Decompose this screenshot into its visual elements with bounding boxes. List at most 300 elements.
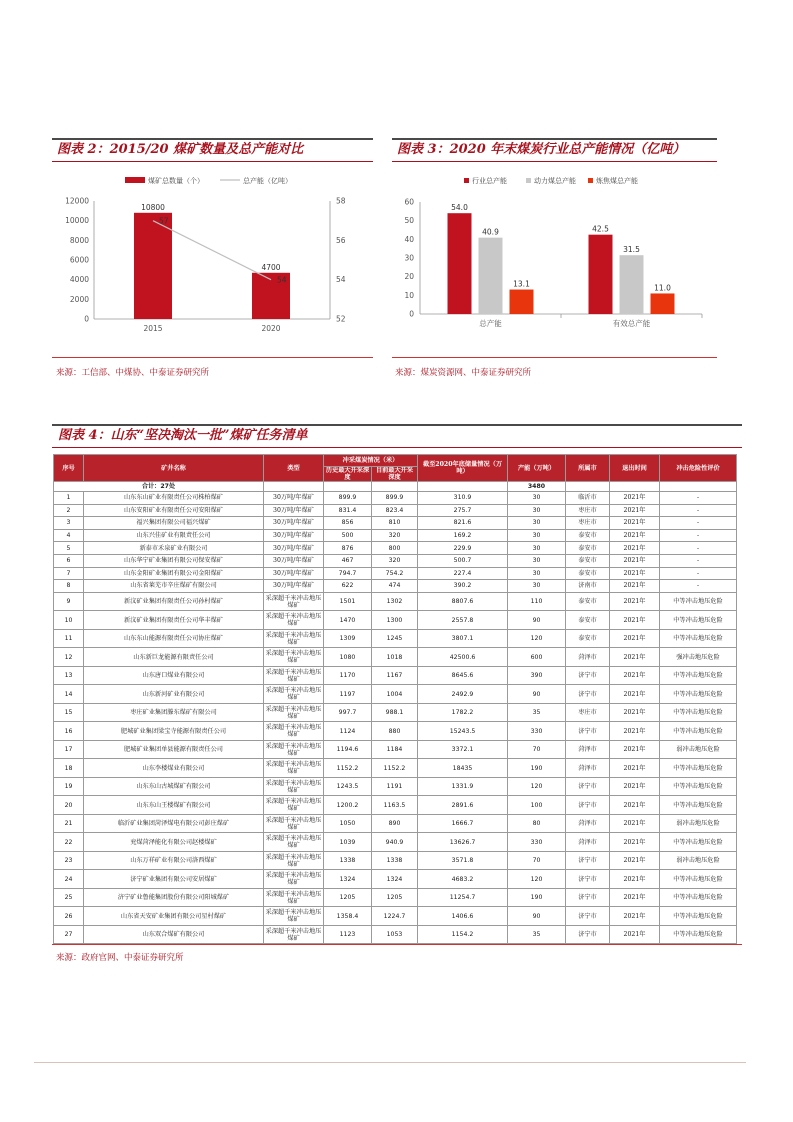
cell-depth-max: 1039 [324, 833, 372, 852]
cell-reserve: 275.7 [418, 504, 508, 517]
cell-name: 福兴集团有限公司福兴煤矿 [84, 517, 264, 530]
cell-name: 肥城矿业集团梁宝寺能源有限责任公司 [84, 722, 264, 741]
cell-depth-cur: 823.4 [372, 504, 418, 517]
cell-type: 采深超千米冲击地压煤矿 [264, 851, 324, 870]
fig3-bar [448, 213, 472, 314]
cell-city: 泰安市 [566, 554, 610, 567]
cell-name: 山东唐口煤业有限公司 [84, 666, 264, 685]
fig3-bar [620, 255, 644, 314]
cell-city: 济宁市 [566, 888, 610, 907]
fig3-legend [464, 176, 638, 185]
cell-reserve: 3372.1 [418, 740, 508, 759]
fig2-legend-line-label: 总产能（亿吨） [243, 177, 292, 185]
cell-depth-max: 1205 [324, 888, 372, 907]
cell-reserve: 2492.9 [418, 685, 508, 704]
cell-depth-cur: 1004 [372, 685, 418, 704]
cell-no: 25 [54, 888, 84, 907]
cell-capacity: 30 [508, 567, 566, 580]
cell-city: 菏泽市 [566, 833, 610, 852]
fig3-chart [392, 165, 717, 335]
sum-row [54, 482, 737, 492]
fig2-left-tick: 2000 [69, 294, 89, 304]
cell-city: 济宁市 [566, 851, 610, 870]
cell-no: 14 [54, 685, 84, 704]
cell-reserve: 8807.6 [418, 592, 508, 611]
fig4-title: 图表 4：山东“坚决淘汰一批”煤矿任务清单 [58, 428, 308, 443]
cell-capacity: 35 [508, 925, 566, 944]
cell-depth-cur: 474 [372, 580, 418, 593]
cell-city: 济宁市 [566, 722, 610, 741]
th-no: 序号 [54, 455, 84, 482]
cell-reserve: 1406.6 [418, 907, 508, 926]
cell-year: 2021年 [610, 629, 660, 648]
cell-type: 采深超千米冲击地压煤矿 [264, 611, 324, 630]
cell-depth-max: 500 [324, 529, 372, 542]
cell-name: 新汶矿业集团有限责任公司孙村煤矿 [84, 592, 264, 611]
cell-year: 2021年 [610, 925, 660, 944]
table-row [54, 685, 737, 704]
cell-depth-max: 1080 [324, 648, 372, 667]
table-row [54, 504, 737, 517]
cell-type: 采深超千米冲击地压煤矿 [264, 796, 324, 815]
cell-depth-max: 1050 [324, 814, 372, 833]
table-row [54, 870, 737, 889]
page-footer-line [34, 1062, 746, 1063]
cell-no: 18 [54, 759, 84, 778]
cell-depth-max: 856 [324, 517, 372, 530]
cell-capacity: 190 [508, 759, 566, 778]
cell-no: 19 [54, 777, 84, 796]
cell-year: 2021年 [610, 703, 660, 722]
fig3-legend-swatch [464, 178, 469, 183]
th-risk: 冲击危险性评价 [660, 455, 737, 482]
cell-year: 2021年 [610, 648, 660, 667]
cell-depth-max: 1243.5 [324, 777, 372, 796]
cell-name: 新汶矿业集团有限责任公司华丰煤矿 [84, 611, 264, 630]
cell-risk: 中等冲击地压危险 [660, 759, 737, 778]
cell-risk: 中等冲击地压危险 [660, 833, 737, 852]
cell-depth-cur: 810 [372, 517, 418, 530]
table-row [54, 851, 737, 870]
cell-no: 8 [54, 580, 84, 593]
cell-type: 采深超千米冲击地压煤矿 [264, 685, 324, 704]
fig2-legend-bar-label: 煤矿总数量（个） [148, 177, 204, 185]
fig3-bar-label: 13.1 [513, 279, 530, 289]
table-row [54, 567, 737, 580]
cell-no: 12 [54, 648, 84, 667]
cell-depth-cur: 899.9 [372, 492, 418, 505]
cell-city: 泰安市 [566, 542, 610, 555]
fig3-bar-label: 11.0 [654, 283, 671, 293]
cell-city: 枣庄市 [566, 504, 610, 517]
fig3-bar-label: 54.0 [451, 203, 468, 213]
cell-city: 济南市 [566, 580, 610, 593]
cell-capacity: 110 [508, 592, 566, 611]
fig2-right-tick: 54 [336, 275, 346, 285]
fig3-source: 来源：煤炭资源网、中泰证券研究所 [395, 368, 532, 378]
cell-no: 1 [54, 492, 84, 505]
th-name: 矿井名称 [84, 455, 264, 482]
cell-depth-max: 794.7 [324, 567, 372, 580]
cell-depth-max: 1152.2 [324, 759, 372, 778]
cell-type: 采深超千米冲击地压煤矿 [264, 722, 324, 741]
cell-type: 30万吨/年煤矿 [264, 542, 324, 555]
cell-reserve: 42500.6 [418, 648, 508, 667]
cell-year: 2021年 [610, 777, 660, 796]
table-row [54, 611, 737, 630]
cell-year: 2021年 [610, 722, 660, 741]
cell-no: 7 [54, 567, 84, 580]
fig3-y-tick: 50 [404, 216, 414, 226]
cell-type: 采深超千米冲击地压煤矿 [264, 888, 324, 907]
cell-depth-cur: 800 [372, 542, 418, 555]
cell-risk: 中等冲击地压危险 [660, 777, 737, 796]
cell-risk: 中等冲击地压危险 [660, 666, 737, 685]
cell-city: 菏泽市 [566, 740, 610, 759]
cell-reserve: 310.9 [418, 492, 508, 505]
cell-capacity: 390 [508, 666, 566, 685]
table-row [54, 529, 737, 542]
fig3-y-tick: 30 [404, 253, 414, 263]
fig3-x-tick: 总产能 [479, 319, 502, 328]
cell-depth-max: 831.4 [324, 504, 372, 517]
cell-year: 2021年 [610, 592, 660, 611]
cell-depth-cur: 1300 [372, 611, 418, 630]
table-row [54, 517, 737, 530]
cell-no: 23 [54, 851, 84, 870]
cell-city: 临沂市 [566, 492, 610, 505]
table-row [54, 740, 737, 759]
cell-risk: 中等冲击地压危险 [660, 870, 737, 889]
cell-reserve: 8645.6 [418, 666, 508, 685]
fig3-title-rule [392, 161, 717, 162]
cell-type: 30万吨/年煤矿 [264, 567, 324, 580]
cell-city: 菏泽市 [566, 648, 610, 667]
cell-depth-cur: 320 [372, 529, 418, 542]
cell-depth-max: 1200.2 [324, 796, 372, 815]
fig4-source-rule [52, 944, 742, 945]
cell-reserve: 18435 [418, 759, 508, 778]
cell-year: 2021年 [610, 567, 660, 580]
sum-capacity: 3480 [508, 482, 566, 492]
cell-reserve: 169.2 [418, 529, 508, 542]
cell-year: 2021年 [610, 851, 660, 870]
cell-capacity: 120 [508, 629, 566, 648]
fig2-right-tick: 52 [336, 314, 346, 324]
fig3-bar [510, 290, 534, 314]
cell-no: 15 [54, 703, 84, 722]
cell-depth-max: 467 [324, 554, 372, 567]
fig2-bar-label: 10800 [141, 202, 165, 212]
cell-type: 30万吨/年煤矿 [264, 529, 324, 542]
fig2-x-tick: 2020 [261, 324, 281, 333]
cell-capacity: 90 [508, 685, 566, 704]
cell-capacity: 330 [508, 722, 566, 741]
cell-risk: 弱冲击地压危险 [660, 740, 737, 759]
cell-year: 2021年 [610, 796, 660, 815]
cell-risk: 强冲击地压危险 [660, 648, 737, 667]
cell-risk: 中等冲击地压危险 [660, 722, 737, 741]
cell-risk: - [660, 517, 737, 530]
cell-risk: - [660, 529, 737, 542]
cell-type: 采深超千米冲击地压煤矿 [264, 814, 324, 833]
cell-year: 2021年 [610, 554, 660, 567]
cell-name: 山东李楼煤业有限公司 [84, 759, 264, 778]
cell-type: 采深超千米冲击地压煤矿 [264, 907, 324, 926]
cell-city: 泰安市 [566, 611, 610, 630]
fig3-bar [651, 293, 675, 314]
table-row [54, 629, 737, 648]
cell-reserve: 3571.8 [418, 851, 508, 870]
fig3-source-rule [392, 357, 717, 358]
cell-reserve: 1782.2 [418, 703, 508, 722]
cell-city: 菏泽市 [566, 814, 610, 833]
cell-depth-max: 997.7 [324, 703, 372, 722]
cell-risk: - [660, 567, 737, 580]
cell-depth-max: 1324 [324, 870, 372, 889]
cell-type: 30万吨/年煤矿 [264, 554, 324, 567]
fig2-top-rule [52, 138, 373, 140]
fig2-axes [65, 197, 346, 334]
cell-depth-max: 876 [324, 542, 372, 555]
cell-city: 泰安市 [566, 529, 610, 542]
fig3-bar-label: 40.9 [482, 227, 499, 237]
cell-year: 2021年 [610, 870, 660, 889]
cell-depth-cur: 1018 [372, 648, 418, 667]
cell-no: 11 [54, 629, 84, 648]
fig4-title-rule [52, 447, 742, 448]
cell-risk: 中等冲击地压危险 [660, 925, 737, 944]
table-row [54, 666, 737, 685]
cell-type: 采深超千米冲击地压煤矿 [264, 833, 324, 852]
cell-no: 4 [54, 529, 84, 542]
table-row [54, 907, 737, 926]
cell-type: 30万吨/年煤矿 [264, 517, 324, 530]
cell-name: 济宁矿业集团有限公司安居煤矿 [84, 870, 264, 889]
table-row [54, 648, 737, 667]
cell-capacity: 35 [508, 703, 566, 722]
cell-type: 采深超千米冲击地压煤矿 [264, 740, 324, 759]
fig2-bars [134, 203, 290, 319]
cell-type: 采深超千米冲击地压煤矿 [264, 870, 324, 889]
fig3-title: 图表 3：2020 年末煤炭行业总产能情况（亿吨） [397, 142, 686, 157]
fig2-source-rule [52, 357, 373, 358]
cell-reserve: 390.2 [418, 580, 508, 593]
cell-capacity: 30 [508, 517, 566, 530]
table-row [54, 796, 737, 815]
cell-depth-max: 1170 [324, 666, 372, 685]
cell-type: 采深超千米冲击地压煤矿 [264, 703, 324, 722]
cell-depth-max: 1124 [324, 722, 372, 741]
cell-name: 山东安阳矿业有限责任公司安阳煤矿 [84, 504, 264, 517]
cell-no: 16 [54, 722, 84, 741]
table-row [54, 833, 737, 852]
fig2-left-tick: 12000 [65, 196, 89, 206]
table-row [54, 722, 737, 741]
fig4-source: 来源：政府官网、中泰证券研究所 [56, 953, 184, 963]
cell-reserve: 11254.7 [418, 888, 508, 907]
cell-depth-cur: 320 [372, 554, 418, 567]
cell-city: 菏泽市 [566, 759, 610, 778]
cell-risk: - [660, 504, 737, 517]
cell-risk: 中等冲击地压危险 [660, 685, 737, 704]
cell-capacity: 120 [508, 777, 566, 796]
cell-risk: 中等冲击地压危险 [660, 629, 737, 648]
table-row [54, 703, 737, 722]
table-row [54, 814, 737, 833]
cell-capacity: 30 [508, 542, 566, 555]
cell-depth-cur: 940.9 [372, 833, 418, 852]
fig2-chart [52, 165, 373, 335]
cell-year: 2021年 [610, 759, 660, 778]
cell-name: 山东万祥矿业有限公司洛西煤矿 [84, 851, 264, 870]
cell-risk: 中等冲击地压危险 [660, 592, 737, 611]
fig3-legend-label: 行业总产能 [472, 177, 507, 185]
cell-name: 肥城矿业集团单县能源有限责任公司 [84, 740, 264, 759]
cell-no: 17 [54, 740, 84, 759]
cell-depth-cur: 1184 [372, 740, 418, 759]
table-row [54, 492, 737, 505]
cell-capacity: 190 [508, 888, 566, 907]
cell-no: 6 [54, 554, 84, 567]
cell-risk: - [660, 492, 737, 505]
fig3-x-tick: 有效总产能 [612, 319, 651, 328]
table-row [54, 580, 737, 593]
cell-no: 20 [54, 796, 84, 815]
cell-depth-cur: 988.1 [372, 703, 418, 722]
cell-no: 13 [54, 666, 84, 685]
table-row [54, 925, 737, 944]
fig2-title-rule [52, 161, 373, 162]
cell-city: 济宁市 [566, 907, 610, 926]
cell-reserve: 2557.8 [418, 611, 508, 630]
fig3-bar [479, 238, 503, 314]
fig3-top-rule [392, 138, 717, 140]
cell-risk: 中等冲击地压危险 [660, 703, 737, 722]
th-depth-max: 历史最大开采深度 [324, 467, 372, 482]
cell-type: 30万吨/年煤矿 [264, 492, 324, 505]
cell-reserve: 13626.7 [418, 833, 508, 852]
cell-type: 采深超千米冲击地压煤矿 [264, 629, 324, 648]
cell-depth-max: 1338 [324, 851, 372, 870]
cell-capacity: 90 [508, 611, 566, 630]
cell-depth-cur: 1324 [372, 870, 418, 889]
fig2-line-label: 54 [277, 275, 287, 285]
cell-no: 3 [54, 517, 84, 530]
fig4-table [53, 454, 737, 944]
cell-depth-cur: 1302 [372, 592, 418, 611]
cell-depth-max: 1309 [324, 629, 372, 648]
cell-name: 山东新巨龙能源有限责任公司 [84, 648, 264, 667]
cell-depth-cur: 880 [372, 722, 418, 741]
cell-depth-cur: 1167 [372, 666, 418, 685]
cell-no: 22 [54, 833, 84, 852]
th-city: 所属市 [566, 455, 610, 482]
cell-reserve: 500.7 [418, 554, 508, 567]
fig3-bar-label: 31.5 [623, 245, 640, 255]
cell-year: 2021年 [610, 542, 660, 555]
fig2-title: 图表 2：2015/20 煤矿数量及总产能对比 [57, 142, 304, 157]
cell-year: 2021年 [610, 492, 660, 505]
cell-depth-max: 899.9 [324, 492, 372, 505]
fig2-left-tick: 0 [84, 314, 89, 324]
cell-depth-max: 1358.4 [324, 907, 372, 926]
cell-risk: 中等冲击地压危险 [660, 611, 737, 630]
fig2-bar-label: 4700 [261, 262, 281, 272]
cell-reserve: 15243.5 [418, 722, 508, 741]
fig2-left-tick: 8000 [69, 235, 89, 245]
cell-depth-max: 1501 [324, 592, 372, 611]
cell-capacity: 30 [508, 554, 566, 567]
cell-risk: - [660, 554, 737, 567]
cell-name: 山东华宁矿业集团有限公司保安煤矿 [84, 554, 264, 567]
cell-reserve: 1154.2 [418, 925, 508, 944]
cell-risk: 中等冲击地压危险 [660, 907, 737, 926]
cell-capacity: 330 [508, 833, 566, 852]
fig2-right-tick: 56 [336, 235, 346, 245]
cell-capacity: 30 [508, 529, 566, 542]
fig2-source: 来源：工信部、中煤协、中泰证券研究所 [56, 368, 210, 378]
cell-name: 枣庄矿业集团滕东煤矿有限公司 [84, 703, 264, 722]
cell-name: 山东省天安矿业集团有限公司星村煤矿 [84, 907, 264, 926]
cell-reserve: 1331.9 [418, 777, 508, 796]
cell-type: 采深超千米冲击地压煤矿 [264, 592, 324, 611]
cell-reserve: 227.4 [418, 567, 508, 580]
cell-name: 山东东山矿业有限责任公司株柏煤矿 [84, 492, 264, 505]
cell-year: 2021年 [610, 611, 660, 630]
fig3-bar-label: 42.5 [592, 224, 609, 234]
fig2-right-tick: 58 [336, 196, 346, 206]
cell-reserve: 3807.1 [418, 629, 508, 648]
cell-name: 济宁矿业鲁能集团股份有限公司阳城煤矿 [84, 888, 264, 907]
fig2-left-tick: 6000 [69, 255, 89, 265]
cell-capacity: 70 [508, 740, 566, 759]
cell-depth-cur: 1338 [372, 851, 418, 870]
cell-city: 济宁市 [566, 685, 610, 704]
cell-reserve: 1666.7 [418, 814, 508, 833]
cell-reserve: 4683.2 [418, 870, 508, 889]
cell-depth-max: 1123 [324, 925, 372, 944]
cell-capacity: 30 [508, 504, 566, 517]
cell-depth-cur: 890 [372, 814, 418, 833]
fig3-legend-swatch [588, 178, 593, 183]
cell-capacity: 70 [508, 851, 566, 870]
cell-year: 2021年 [610, 580, 660, 593]
cell-city: 济宁市 [566, 870, 610, 889]
fig3-y-tick: 40 [404, 234, 414, 244]
cell-type: 采深超千米冲击地压煤矿 [264, 759, 324, 778]
cell-depth-cur: 754.2 [372, 567, 418, 580]
th-type: 类型 [264, 455, 324, 482]
fig2-line-label: 57 [159, 216, 169, 226]
cell-no: 2 [54, 504, 84, 517]
cell-depth-cur: 1152.2 [372, 759, 418, 778]
cell-year: 2021年 [610, 666, 660, 685]
cell-year: 2021年 [610, 740, 660, 759]
cell-capacity: 30 [508, 492, 566, 505]
cell-type: 30万吨/年煤矿 [264, 504, 324, 517]
th-capacity: 产能（万吨） [508, 455, 566, 482]
cell-city: 济宁市 [566, 666, 610, 685]
cell-depth-cur: 1205 [372, 888, 418, 907]
table-row [54, 542, 737, 555]
th-depth-cur: 目前最大开采深度 [372, 467, 418, 482]
cell-year: 2021年 [610, 907, 660, 926]
cell-reserve: 229.9 [418, 542, 508, 555]
fig2-bar [134, 213, 172, 319]
cell-risk: - [660, 580, 737, 593]
table-row [54, 554, 737, 567]
